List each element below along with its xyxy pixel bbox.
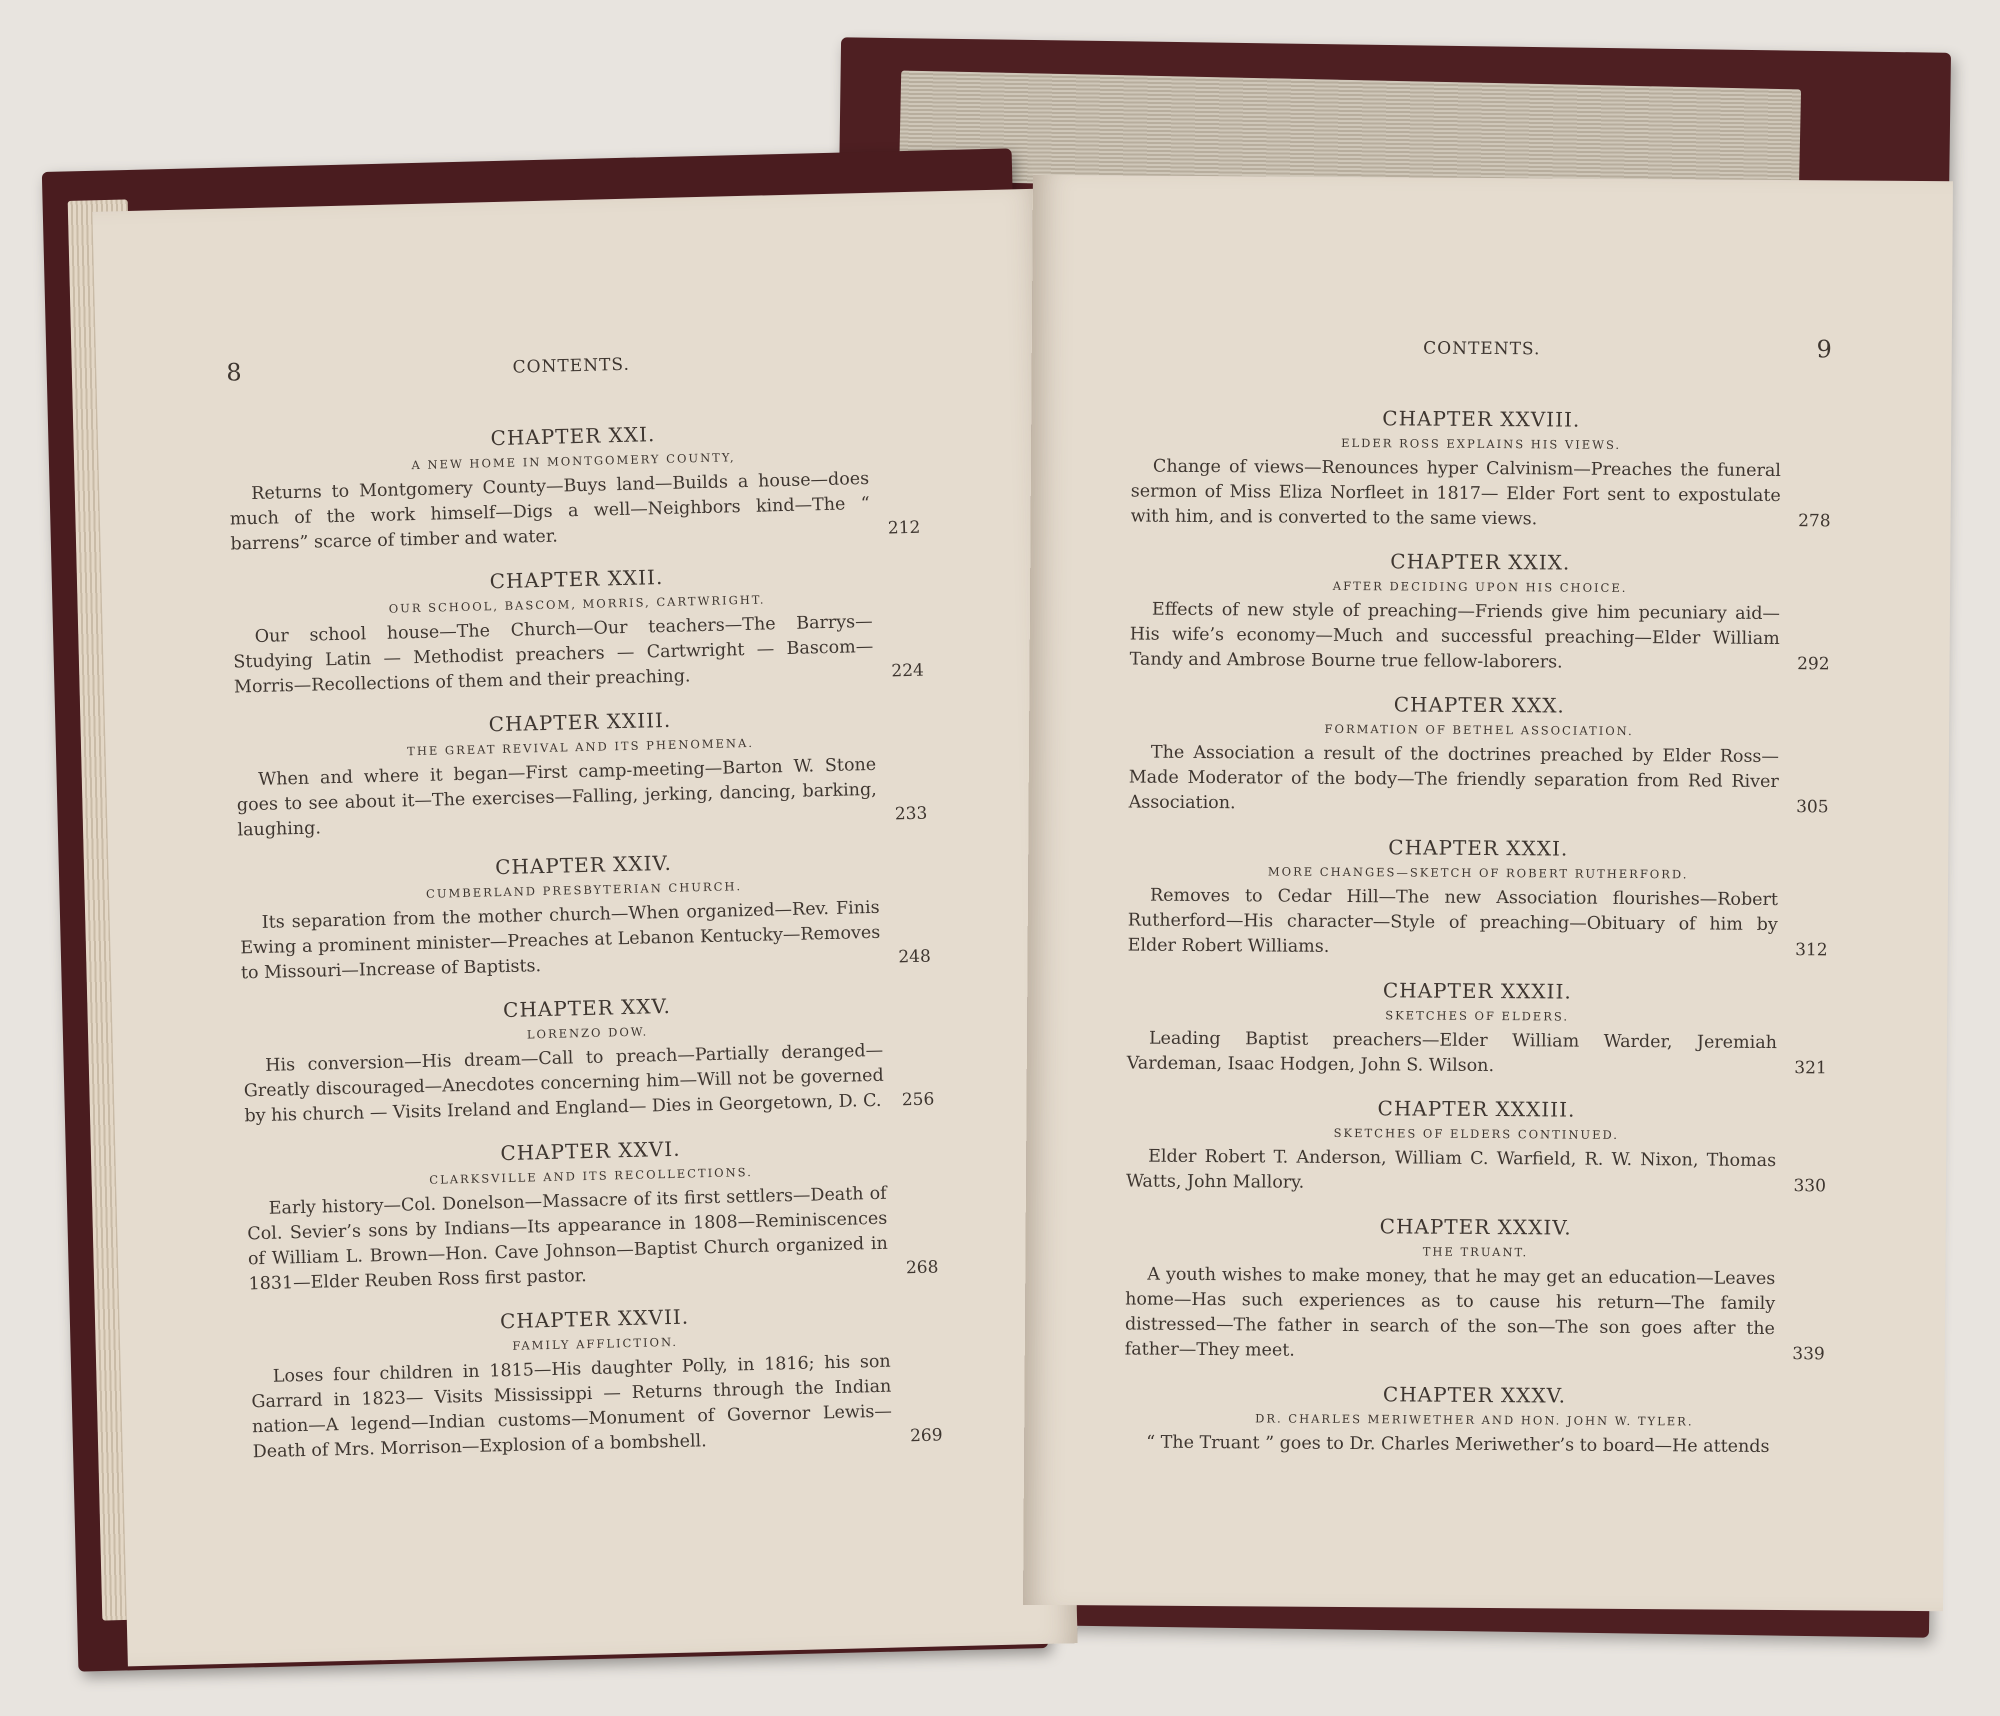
chapter-title: CHAPTER XXXIV. <box>1379 1214 1572 1240</box>
chapter-page-number: 321 <box>1794 1058 1827 1079</box>
chapter-entry <box>1125 1212 1826 1367</box>
chapter-subtitle: OUR SCHOOL, BASCOM, MORRIS, CARTWRIGHT. <box>388 592 766 616</box>
left-page-content <box>226 342 943 1484</box>
chapter-page-number: 233 <box>894 803 928 825</box>
chapter-title: CHAPTER XXVI. <box>500 1136 681 1166</box>
chapter-summary-text: The Association a result of the doctrines preached by Elder Ross—Made Moderator of the body—The friendly separation from Red River Association. <box>1128 742 1780 814</box>
chapter-page-number: 330 <box>1793 1176 1827 1197</box>
chapter-page-number: 212 <box>887 517 921 539</box>
chapter-entry <box>235 702 928 844</box>
chapter-page-number: 224 <box>891 660 925 682</box>
chapter-summary <box>1126 1144 1826 1199</box>
chapter-summary-text: “ The Truant ” goes to Dr. Charles Meriwether’s to board—He attends <box>1146 1432 1770 1457</box>
chapter-entry <box>1130 547 1831 677</box>
chapter-page-number: 312 <box>1795 940 1828 961</box>
chapter-entry <box>1126 1094 1827 1199</box>
chapter-summary-text: Returns to Montgomery County—Buys land—Builds a house—does much of the work himself—Digs a well—Neighbors kind—The “ barrens” scarce of timber and water. <box>229 468 870 555</box>
chapter-entry <box>249 1298 942 1465</box>
chapter-page-number: 269 <box>909 1425 943 1447</box>
chapter-title: CHAPTER XXXI. <box>1388 835 1569 861</box>
chapter-subtitle: THE GREAT REVIVAL AND ITS PHENOMENA. <box>407 735 755 759</box>
chapter-summary <box>1131 454 1832 534</box>
chapter-subtitle: CUMBERLAND PRESBYTERIAN CHURCH. <box>425 879 743 901</box>
chapter-subtitle: A NEW HOME IN MONTGOMERY COUNTY, <box>411 450 736 473</box>
chapter-summary <box>1128 883 1829 963</box>
running-head <box>226 342 917 419</box>
chapter-summary-text: His conversion—His dream—Call to preach—Partially deranged—Greatly discouraged—Anecdotes concerning him—Will not be governed by his church — Visits Ireland and England— Dies in Georgetown, D. C. <box>243 1040 884 1127</box>
chapter-title: CHAPTER XXV. <box>502 993 672 1023</box>
running-head-title: CONTENTS. <box>512 354 631 378</box>
chapter-summary-text: Change of views—Renounces hyper Calvinism—Preaches the funeral sermon of Miss Eliza Norfleet in 1817— Elder Fort sent to expostulate with him, and is converted to the same views. <box>1130 456 1782 530</box>
chapter-summary-text: Leading Baptist preachers—Elder William Warder, Jeremiah Vardeman, Isaac Hodgen, John S. Wilson. <box>1126 1028 1778 1077</box>
chapter-subtitle: THE TRUANT. <box>1422 1244 1529 1260</box>
chapter-title: CHAPTER XXX. <box>1393 692 1565 718</box>
chapter-entry <box>1129 690 1830 820</box>
chapter-summary-text: Effects of new style of preaching—Friends give him pecuniary aid—His wife’s economy—Much and successful preaching—Elder William Tandy and Ambrose Bourne true fellow-laborers. <box>1129 599 1781 673</box>
chapter-page-number: 256 <box>901 1089 935 1111</box>
chapter-summary <box>240 895 932 987</box>
chapter-subtitle: SKETCHES OF ELDERS. <box>1385 1008 1570 1024</box>
chapter-summary-text: Early history—Col. Donelson—Massacre of its first settlers—Death of Col. Sevier’s sons by Indians—Its appearance in 1808—Reminiscences of William L. Brown—Hon. Cave Johnson—Baptist Church organized in 1831—Elder Reuben Ross first pastor. <box>247 1183 889 1295</box>
chapter-summary <box>1127 1026 1827 1081</box>
chapter-subtitle: LORENZO DOW. <box>526 1024 649 1042</box>
chapter-summary <box>1130 597 1831 677</box>
left-page <box>92 189 1077 1667</box>
chapter-summary-text: Elder Robert T. Anderson, William C. Warfield, R. W. Nixon, Thomas Watts, John Mallory. <box>1125 1146 1777 1193</box>
chapter-title: CHAPTER XXIII. <box>488 707 672 737</box>
page-number: 9 <box>1816 335 1832 364</box>
chapter-subtitle: ELDER ROSS EXPLAINS HIS VIEWS. <box>1341 435 1622 452</box>
chapter-entry <box>231 559 924 701</box>
chapter-title: CHAPTER XXIV. <box>494 850 673 880</box>
chapter-page-number: 292 <box>1797 654 1830 675</box>
chapter-title: CHAPTER XXVIII. <box>1382 406 1581 432</box>
chapter-title: CHAPTER XXI. <box>490 422 656 451</box>
chapter-page-number: 268 <box>905 1257 939 1279</box>
chapter-summary <box>1125 1262 1826 1367</box>
chapter-entry <box>1131 404 1832 534</box>
chapter-subtitle: AFTER DECIDING UPON HIS CHOICE. <box>1332 578 1628 595</box>
chapter-summary-text: Our school house—The Church—Our teachers—The Barrys—Studying Latin — Methodist preachers — Cartwright — Bascom— Morris—Recollections of them and their preaching. <box>233 611 874 698</box>
chapter-subtitle: DR. CHARLES MERIWETHER AND HON. JOHN W. TYLER. <box>1255 1411 1694 1429</box>
chapter-summary <box>233 609 925 701</box>
chapter-summary <box>246 1180 938 1297</box>
running-head-title: CONTENTS. <box>1423 338 1541 360</box>
chapter-subtitle: MORE CHANGES—SKETCH OF ROBERT RUTHERFORD. <box>1267 864 1689 882</box>
chapter-entry <box>1124 1380 1825 1460</box>
chapter-list <box>1124 404 1831 1460</box>
chapter-subtitle: FAMILY AFFLICTION. <box>512 1334 679 1353</box>
chapter-title: CHAPTER XXXIII. <box>1377 1096 1576 1122</box>
chapter-summary <box>1124 1430 1824 1460</box>
chapter-page-number: 278 <box>1798 511 1831 532</box>
chapter-summary <box>251 1348 943 1465</box>
chapter-entry <box>228 416 921 558</box>
chapter-title: CHAPTER XXXII. <box>1382 978 1572 1004</box>
chapter-title: CHAPTER XXVII. <box>499 1304 690 1334</box>
running-head <box>1131 331 1831 396</box>
chapter-summary-text: A youth wishes to make money, that he may get an education—Leaves home—Has such experiences as to cause his return—The family distressed—The father in search of the son—The son goes after the father—They meet. <box>1124 1264 1776 1361</box>
right-page-content <box>1124 331 1832 1479</box>
chapter-page-number: 248 <box>898 946 932 968</box>
chapter-entry <box>242 988 935 1130</box>
chapter-title: CHAPTER XXXV. <box>1382 1382 1567 1408</box>
chapter-list <box>228 416 943 1466</box>
chapter-summary-text: Removes to Cedar Hill—The new Association flourishes—Robert Rutherford—His character—Style of preaching—Obituary of him by Elder Robert Williams. <box>1127 885 1779 957</box>
chapter-subtitle: FORMATION OF BETHEL ASSOCIATION. <box>1324 721 1634 739</box>
chapter-title: CHAPTER XXII. <box>489 564 664 594</box>
right-page <box>1023 175 1953 1611</box>
chapter-summary <box>243 1038 935 1130</box>
chapter-entry <box>245 1131 938 1298</box>
chapter-title: CHAPTER XXIX. <box>1390 549 1571 575</box>
chapter-entry <box>1127 976 1828 1081</box>
chapter-summary-text: When and where it began—First camp-meeting—Barton W. Stone goes to see about it—The exercises—Falling, jerking, dancing, barking, laughing. <box>236 754 877 841</box>
chapter-summary <box>1129 740 1830 820</box>
chapter-summary <box>229 466 921 558</box>
chapter-subtitle: SKETCHES OF ELDERS CONTINUED. <box>1333 1125 1620 1142</box>
chapter-page-number: 305 <box>1796 797 1829 818</box>
chapter-summary-text: Its separation from the mother church—When organized—Rev. Finis Ewing a prominent minister—Preaches at Lebanon Kentucky—Removes to Missouri—Increase of Baptists. <box>240 897 881 984</box>
chapter-subtitle: CLARKSVILLE AND ITS RECOLLECTIONS. <box>429 1164 753 1187</box>
chapter-entry <box>1128 833 1829 963</box>
chapter-summary <box>236 752 928 844</box>
page-number: 8 <box>225 358 242 387</box>
chapter-entry <box>238 845 931 987</box>
chapter-page-number: 339 <box>1792 1344 1825 1365</box>
chapter-summary-text: Loses four children in 1815—His daughter Polly, in 1816; his son Garrard in 1823— Visits Mississippi — Returns through the Indian nation—A legend—Indian customs—Monument of Governor Lewis—Death of Mrs. Morrison—Explosion of a bombshell. <box>251 1351 893 1463</box>
